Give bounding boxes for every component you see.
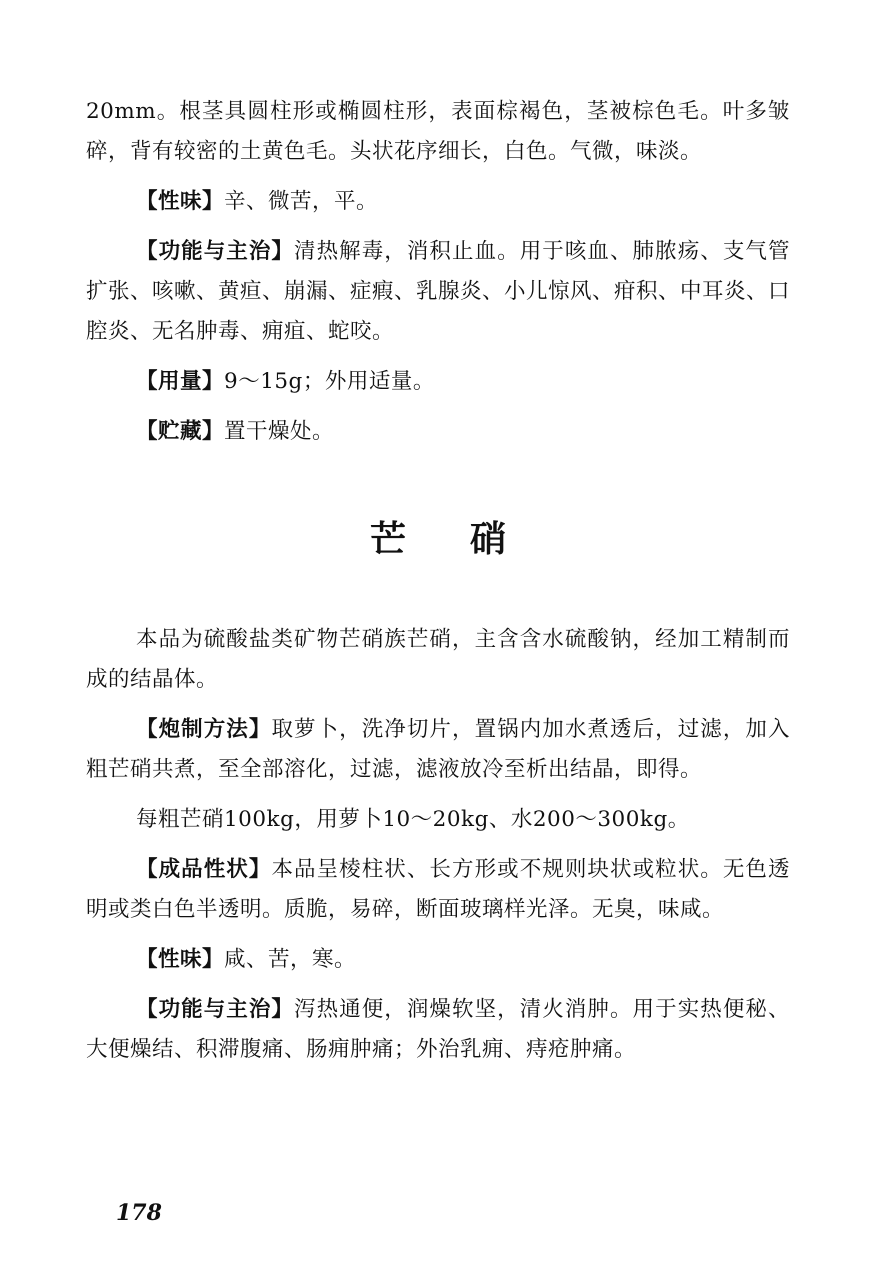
herb-description: 20mm。根茎具圆柱形或椭圆柱形，表面棕褐色，茎被棕色毛。叶多皱碎，背有较密的土黄色毛。头状花序细长，白色。气微，味淡。: [86, 99, 790, 164]
taste-text: 辛、微苦，平。: [224, 189, 379, 214]
method-entry: [86, 710, 790, 790]
function2-text: 泻热通便，润燥软坚，清火消肿。用于实热便秘、大便燥结、积滞腹痛、肠痈肿痛；外治乳痈、痔疮肿痛。: [86, 997, 790, 1062]
page-number: 178: [116, 1200, 162, 1226]
function2-entry: [86, 990, 790, 1070]
section-heading: [86, 452, 790, 620]
function-text: 清热解毒，消积止血。用于咳血、肺脓疡、支气管扩张、咳嗽、黄疸、崩漏、症瘕、乳腺炎、小儿惊风、疳积、中耳炎、口腔炎、无名肿毒、痈疽、蛇咬。: [86, 239, 791, 344]
taste2-label: 【性味】: [136, 947, 225, 972]
function-entry: [86, 232, 790, 352]
section-title: 芒硝: [369, 518, 570, 560]
method-label: 【炮制方法】: [136, 717, 272, 742]
ratio-paragraph: 每粗芒硝100kg，用萝卜10～20kg、水200～300kg。: [136, 807, 690, 832]
page-body: [86, 92, 790, 1070]
dosage-entry: [86, 362, 790, 402]
method-text: 取萝卜，洗净切片，置锅内加水煮透后，过滤，加入粗芒硝共煮，至全部溶化，过滤，滤液放冷至析出结晶，即得。: [86, 717, 790, 782]
taste2-entry: [86, 940, 790, 980]
taste-entry: [86, 182, 790, 222]
dosage-label: 【用量】: [136, 369, 225, 394]
product-entry: [86, 850, 790, 930]
storage-label: 【贮藏】: [136, 419, 225, 444]
taste-label: 【性味】: [136, 189, 225, 214]
product-label: 【成品性状】: [136, 857, 272, 882]
product-text: 本品呈棱柱状、长方形或不规则块状或粒状。无色透明或类白色半透明。质脆，易碎，断面玻璃样光泽。无臭，味咸。: [86, 857, 790, 922]
storage-entry: [86, 412, 790, 452]
dosage-text: 9～15g；外用适量。: [224, 369, 435, 394]
function2-label: 【功能与主治】: [136, 997, 294, 1022]
intro-paragraph: 本品为硫酸盐类矿物芒硝族芒硝，主含含水硫酸钠，经加工精制而成的结晶体。: [86, 627, 790, 692]
taste2-text: 咸、苦，寒。: [224, 947, 357, 972]
storage-text: 置干燥处。: [224, 419, 335, 444]
function-label: 【功能与主治】: [136, 239, 294, 264]
